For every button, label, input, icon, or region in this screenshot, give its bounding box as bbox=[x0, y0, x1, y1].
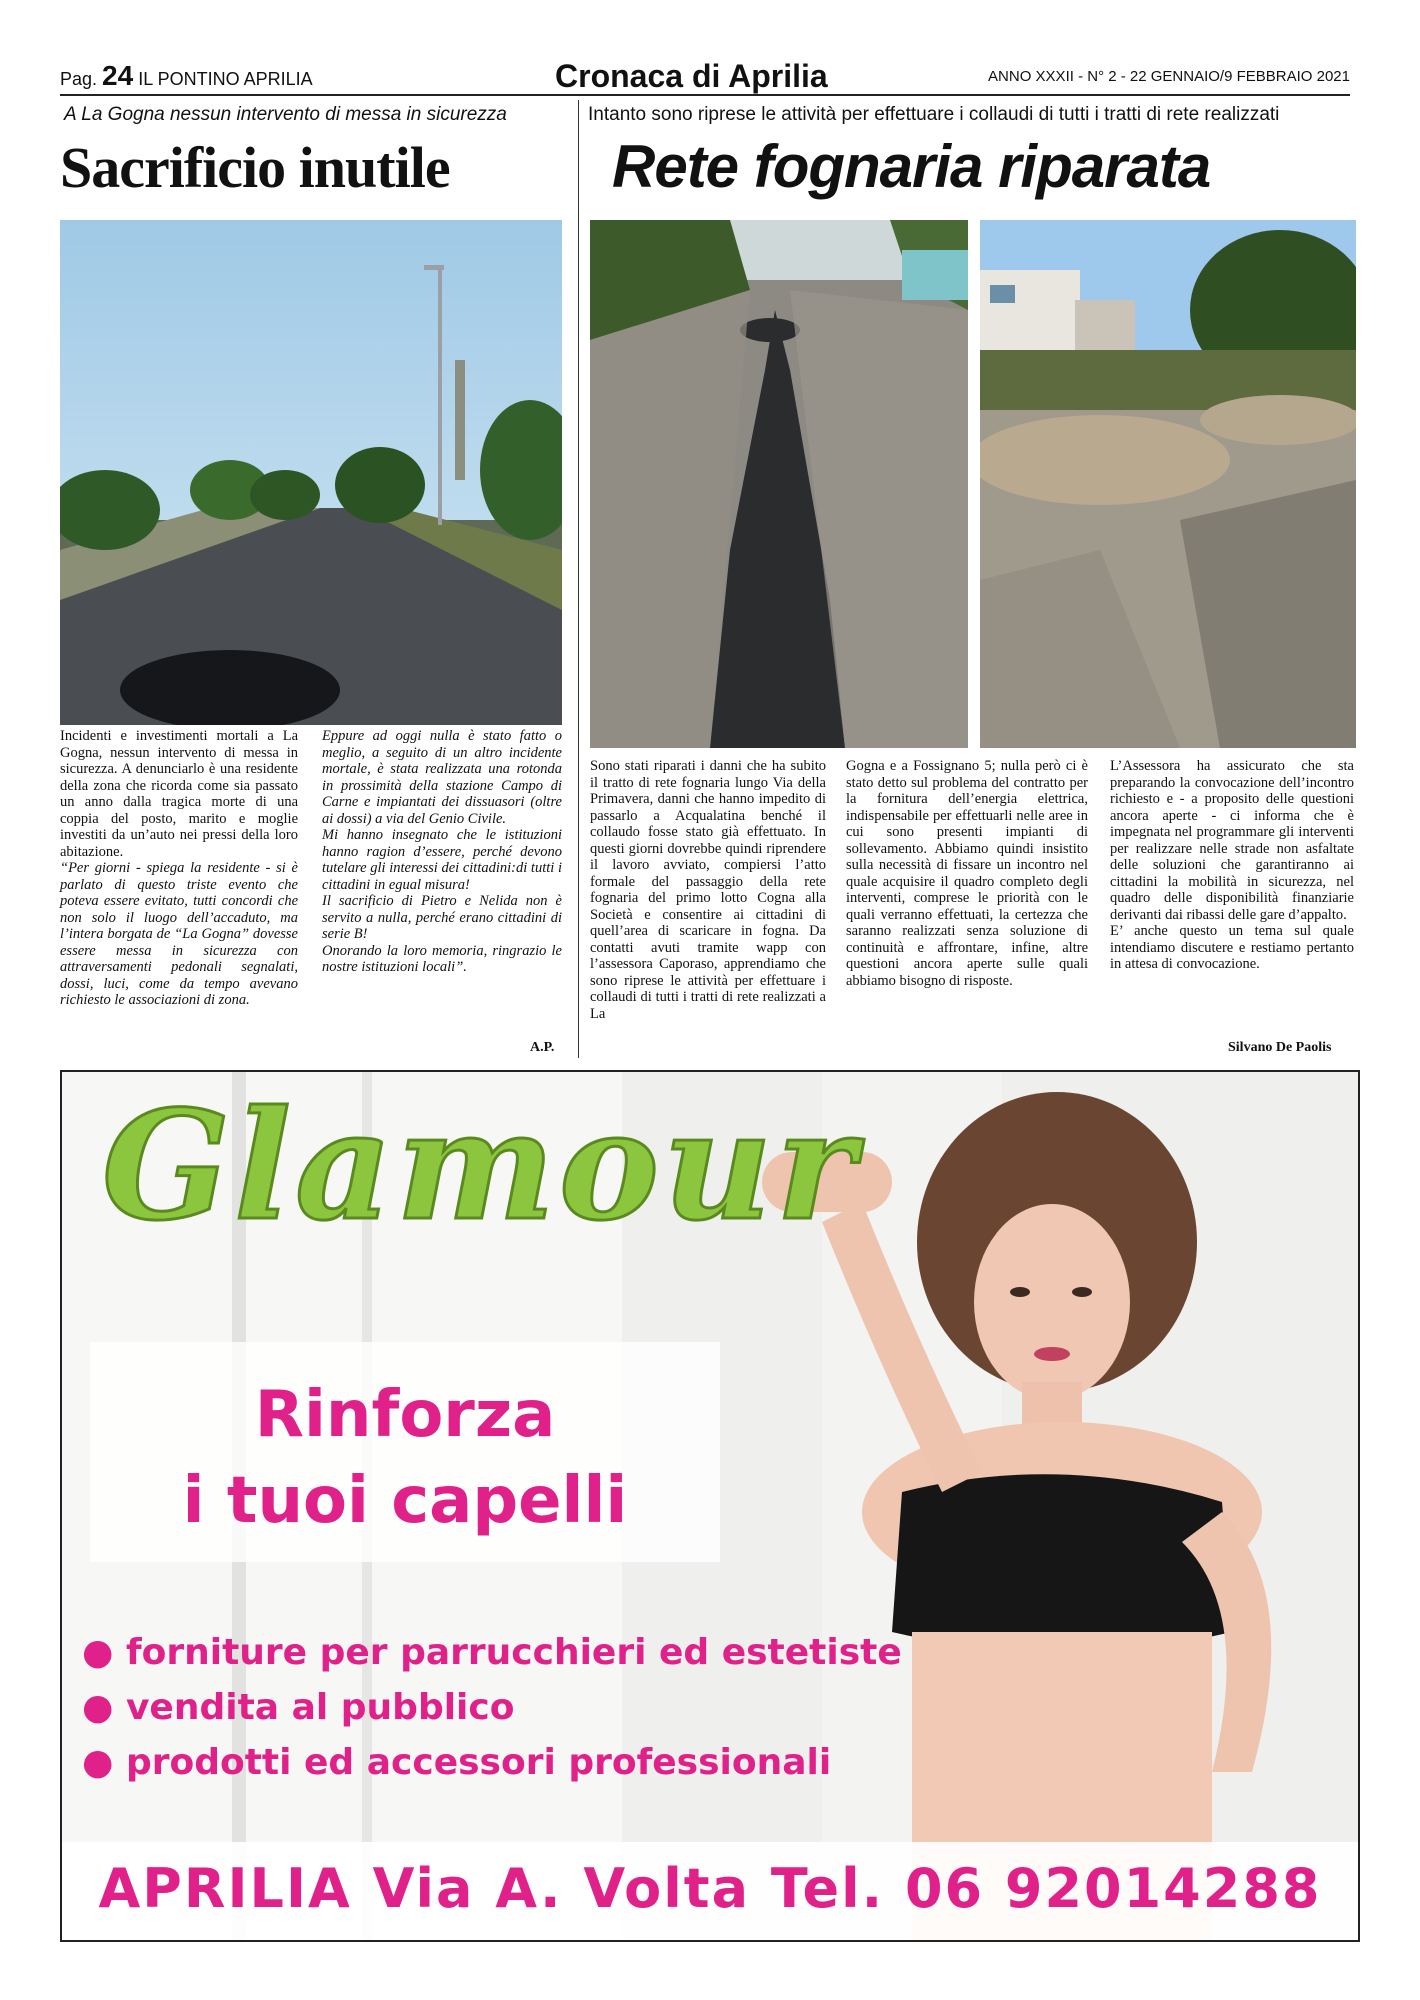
tagline-line2: i tuoi capelli bbox=[182, 1464, 628, 1538]
left-signature: A.P. bbox=[530, 1040, 555, 1055]
article-divider bbox=[578, 100, 579, 1058]
header-rule bbox=[60, 94, 1350, 96]
left-col1-quote: “Per giorni - spiega la residente - si è parlato di questo triste evento che poteva essere evitato, tutti concordi che non solo il luogo dell’accaduto, ma l’intera borgata de “La Gogna” dovesse essere messa in sicurezza con attraversamenti pedonali segnalati, dossi, luci, come da tempo avevano richiesto le associazioni di zona. bbox=[60, 860, 298, 1008]
right-headline: Rete fognaria riparata bbox=[612, 133, 1211, 200]
ad-bullet-item: ● vendita al pubblico bbox=[82, 1687, 515, 1728]
right-article-col3 bbox=[1110, 758, 1354, 973]
repaired-road-photo bbox=[590, 220, 968, 748]
road-photo-la-gogna bbox=[60, 220, 562, 725]
ad-tagline bbox=[90, 1372, 720, 1544]
right-kicker: Intanto sono riprese le attività per effettuare i collaudi di tutti i tratti di rete realizzati bbox=[588, 104, 1280, 125]
ad-bullet-item: ● forniture per parrucchieri ed estetiste bbox=[82, 1632, 902, 1673]
right-col2-text: Gogna e a Fossignano 5; nulla però ci è stato detto sul problema del contratto per la fornitura dell’energia elettrica, indispensabile per effettuarli nelle aree in cui sono presenti impianti di sollevamento. Abbiamo quindi insistito sulla necessità di fissare un incontro nel quale acquisire il quadro completo degli interventi, comprese le priorità con le quali verranno effettuati, la certezza che saranno realizzati senza soluzione di continuità e affrontare, infine, altre questioni ancora aperte sulle quali abbiamo bisogno di risposte. bbox=[846, 758, 1088, 989]
left-kicker: A La Gogna nessun intervento di messa in sicurezza bbox=[64, 104, 507, 125]
ad-bullet-list bbox=[82, 1632, 902, 1783]
publication-name: IL PONTINO APRILIA bbox=[138, 69, 313, 89]
left-col2-p3: Il sacrificio di Pietro e Nelida non è servito a nulla, perché erano cittadini di serie B! bbox=[322, 893, 562, 942]
ad-bullet-item: ● prodotti ed accessori professionali bbox=[82, 1742, 832, 1783]
right-col3-p1: L’Assessora ha assicurato che sta preparando la convocazione dell’incontro richiesto e - a proposito delle questioni ancora aperte - ci informa che è impegnata nel programmare gli interventi per realizzare nelle strade non asfaltate delle soluzioni che garantiranno ai cittadini la mobilità in sicurezza, nel quadro delle disponibilità finanziarie derivanti dai ribassi delle gare d’appalto. bbox=[1110, 758, 1354, 923]
right-col3-p2: E’ anche questo un tema sul quale intendiamo discutere e restiamo pertanto in attesa di convocazione. bbox=[1110, 923, 1354, 972]
page-number: 24 bbox=[102, 60, 134, 91]
brand-logo-glamour: Glamour bbox=[102, 1078, 860, 1254]
left-col2-p4: Onorando la loro memoria, ringrazio le nostre istituzioni locali”. bbox=[322, 942, 562, 975]
left-article-col1 bbox=[60, 728, 298, 1009]
left-col1-text: Incidenti e investimenti mortali a La Gogna, nessun intervento di messa in sicurezza. A denunciarlo è una residente della zona che ricorda come sia passato un anno dalla tragica morte di una coppia del posto, marito e moglie investiti da un’auto nei pressi della loro abitazione. bbox=[60, 728, 298, 860]
right-article-col1 bbox=[590, 758, 826, 1022]
left-headline: Sacrificio inutile bbox=[60, 135, 450, 200]
ad-contact-footer: APRILIA Via A. Volta Tel. 06 92014288 bbox=[98, 1857, 1322, 1920]
issue-info: ANNO XXXII - N° 2 - 22 GENNAIO/9 FEBBRAIO 2021 bbox=[988, 68, 1350, 85]
flooded-road-photo bbox=[980, 220, 1356, 748]
right-signature: Silvano De Paolis bbox=[1228, 1040, 1332, 1055]
right-article-col2 bbox=[846, 758, 1088, 989]
left-article-col2 bbox=[322, 728, 562, 976]
glamour-advertisement bbox=[60, 1070, 1360, 1942]
tagline-line1: Rinforza bbox=[254, 1378, 556, 1452]
left-col2-p1: Eppure ad oggi nulla è stato fatto o meglio, a seguito di un altro incidente mortale, è stata realizzata una rotonda in prossimità della stazione Campo di Carne e impiantati dei dissuasori (oltre ai dossi) a via del Genio Civile. bbox=[322, 728, 562, 827]
page-header-left bbox=[60, 60, 313, 92]
left-col2-p2: Mi hanno insegnato che le istituzioni hanno ragion d’essere, perché devono tutelare gli interessi dei cittadini:di tutti i cittadini in egual misura! bbox=[322, 827, 562, 893]
section-title: Cronaca di Aprilia bbox=[555, 58, 828, 94]
pag-label: Pag. bbox=[60, 69, 98, 89]
right-col1-text: Sono stati riparati i danni che ha subito il tratto di rete fognaria lungo Via della Primavera, danni che hanno impedito di passarlo a Acqualatina benché il collaudo fosse stato già effettuato. In questi giorni dovrebbe quindi riprendere il lavoro avviato, compiersi l’atto formale del passaggio della rete fognaria del primo lotto Cogna alla Società e consentire ai cittadini di quell’area di scaricare in fogna. Da contatti avuti tramite wapp con l’assessora Caporaso, apprendiamo che sono riprese le attività per effettuare i collaudi di tutti i tratti di rete realizzati a La bbox=[590, 758, 826, 1022]
